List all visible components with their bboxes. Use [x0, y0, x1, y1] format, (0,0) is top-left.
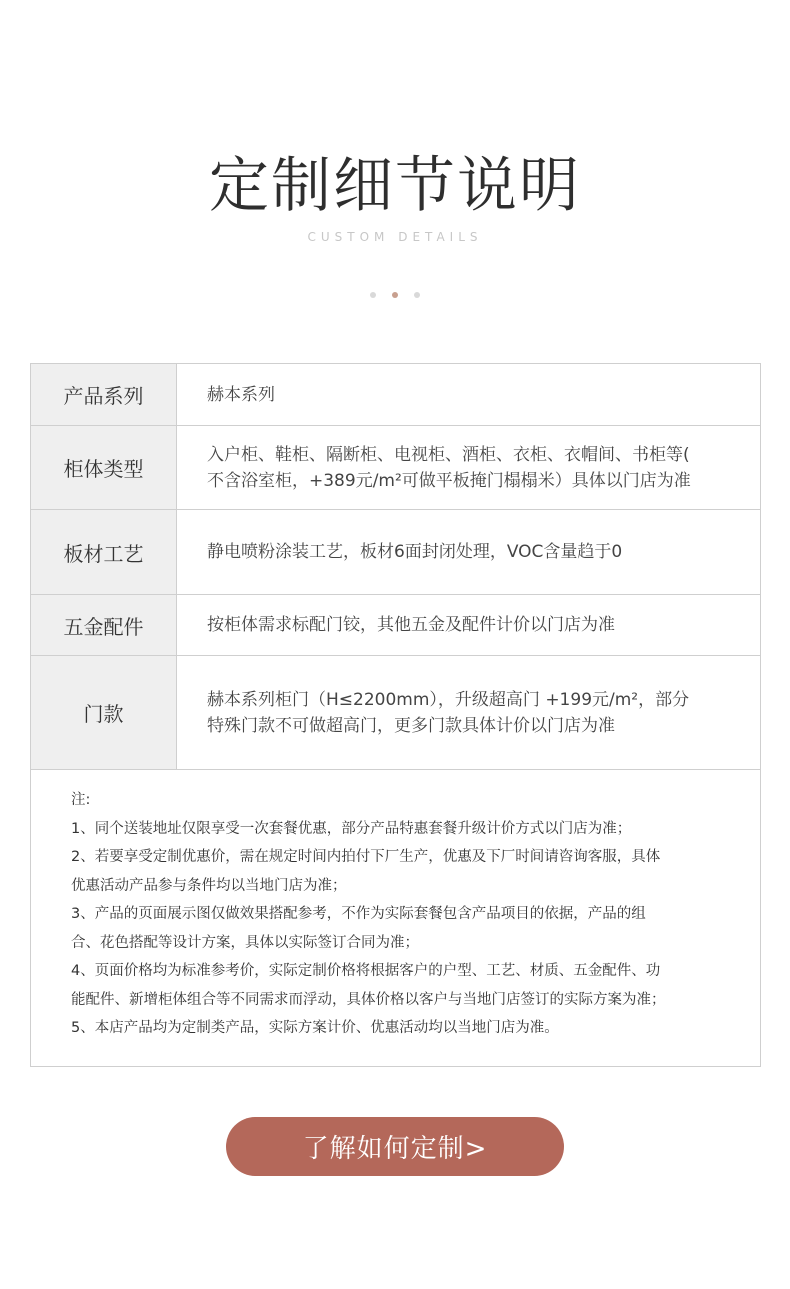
spec-label: 板材工艺 [31, 510, 177, 594]
spec-table [30, 363, 761, 1067]
spec-value [177, 426, 760, 509]
spec-label: 柜体类型 [31, 426, 177, 509]
spec-value-line: 按柜体需求标配门铰，其他五金及配件计价以门店为准 [207, 615, 615, 635]
spec-value [177, 364, 760, 425]
spec-value [177, 510, 760, 594]
learn-customize-button[interactable]: 了解如何定制> [226, 1117, 564, 1176]
note-line: 2、若要享受定制优惠价，需在规定时间内拍付下厂生产，优惠及下厂时间请咨询客服，具体 [71, 849, 661, 865]
spec-label: 门款 [31, 656, 177, 769]
note-line: 3、产品的页面展示图仅做效果搭配参考，不作为实际套餐包含产品项目的依据，产品的组 [71, 906, 646, 922]
spec-label: 五金配件 [31, 595, 177, 655]
spec-value-line: 特殊门款不可做超高门，更多门款具体计价以门店为准 [207, 715, 615, 736]
spec-row-cabinet-type [31, 426, 760, 510]
page-subtitle: CUSTOM DETAILS [307, 230, 483, 244]
pager-dot[interactable] [414, 292, 420, 298]
note-line: 1、同个送装地址仅限享受一次套餐优惠，部分产品特惠套餐升级计价方式以门店为准； [71, 820, 632, 837]
spec-value [177, 595, 760, 655]
spec-value-line: 静电喷粉涂装工艺，板材6面封闭处理，VOC含量趋于0 [207, 542, 623, 562]
note-line: 4、页面价格均为标准参考价，实际定制价格将根据客户的户型、工艺、材质、五金配件、功 [71, 963, 661, 979]
spec-row-product-series [31, 364, 760, 426]
note-line: 5、本店产品均为定制类产品，实际方案计价、优惠活动均以当地门店为准。 [71, 1020, 559, 1036]
note-line: 注: [71, 792, 91, 808]
spec-value-line: 赫本系列 [207, 384, 275, 405]
spec-value-line: 不含浴室柜，+389元/m²可做平板掩门榻榻米）具体以门店为准 [207, 470, 691, 491]
note-line: 能配件、新增柜体组合等不同需求而浮动，具体价格以客户与当地门店签订的实际方案为准； [71, 991, 666, 1008]
spec-row-door-style [31, 656, 760, 770]
spec-value [177, 656, 760, 769]
notes-section [31, 770, 760, 1066]
pager-dot-active[interactable] [392, 292, 398, 298]
note-line: 合、花色搭配等设计方案，具体以实际签订合同为准； [71, 934, 419, 951]
note-line: 优惠活动产品参与条件均以当地门店为准； [71, 877, 347, 894]
page-title: 定制细节说明 [209, 151, 581, 221]
pager-dot[interactable] [370, 292, 376, 298]
spec-label: 产品系列 [31, 364, 177, 425]
pager-dots [0, 292, 790, 298]
spec-value-line: 入户柜、鞋柜、隔断柜、电视柜、酒柜、衣柜、衣帽间、书柜等( [207, 444, 690, 465]
spec-value-line: 赫本系列柜门（H≤2200mm），升级超高门 +199元/m²，部分 [207, 689, 690, 710]
spec-row-board-process [31, 510, 760, 595]
spec-row-hardware [31, 595, 760, 656]
